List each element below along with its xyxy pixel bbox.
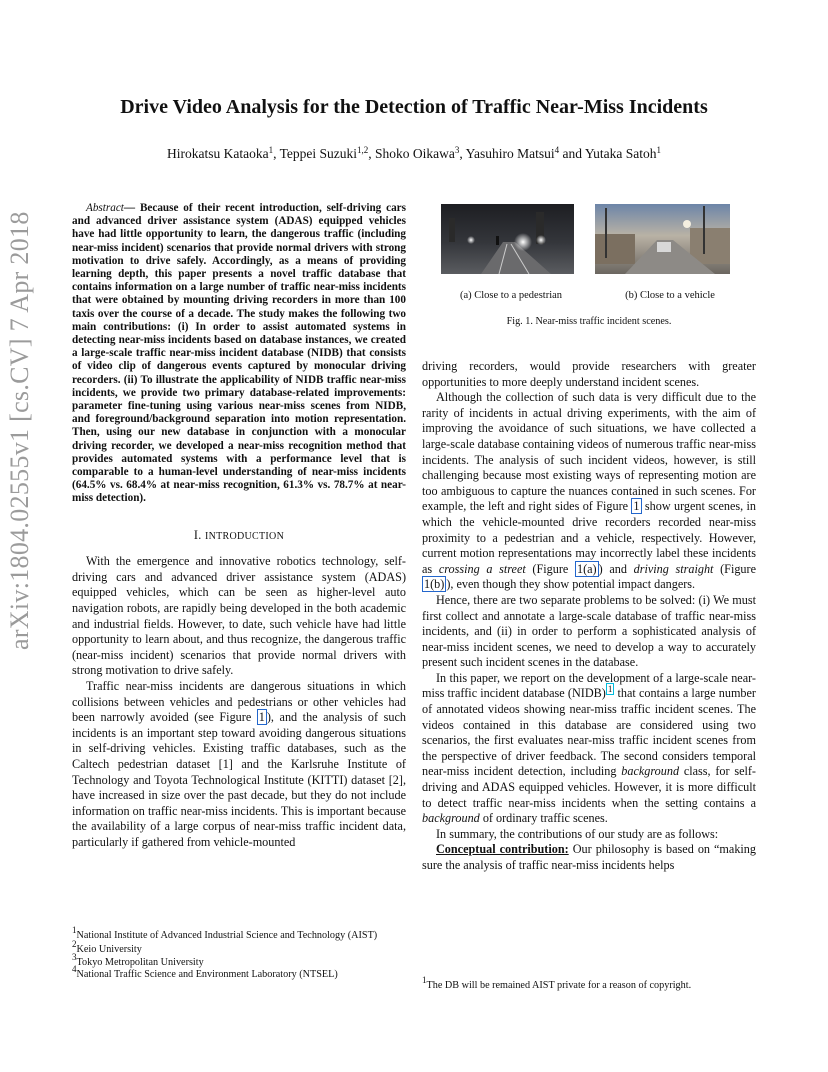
- left-column: [72, 202, 406, 851]
- intro-paragraph-2: [72, 679, 406, 851]
- text-run: In this paper, we report on the development of a large-scale near-miss traffic incident database (NIDB): [422, 670, 756, 701]
- footnotes-left: [72, 925, 406, 982]
- figure-ref-link[interactable]: 1: [633, 499, 640, 514]
- author-affiliation: 1: [656, 145, 662, 155]
- emphasis: crossing a street: [438, 561, 526, 576]
- figure-ref-link[interactable]: 1: [258, 710, 265, 725]
- footnote: [72, 964, 406, 981]
- text-run: ), and the analysis of such incidents is an important step toward avoiding dangerous situations in self-driving vehicles. Existing traffic databases, such as the Caltech pedestrian dataset [1] and the Karlsruhe Institute of Technology and Toyota Technological Institute (KITTI) dataset [2], have increased in size over the past decade, but they do not include information on traffic near-miss incidents. This is important because the availability of a large corpus of near-miss traffic incident data, particularly if gathered from vehicle-mounted: [72, 710, 406, 849]
- author-affiliation: 4: [554, 145, 560, 155]
- abstract-text: Because of their recent introduction, self-driving cars and advanced driver assistance system (ADAS) equipped vehicles have had little opportunity to learn, the dangerous traffic (including near-miss incident) scenarios that provide normal drivers with strong motivation to drive safely. Accordingly, as a means of providing learning depth, this paper presents a novel traffic database that contains information on a large number of traffic near-miss incidents that were obtained by mounting driving recorders in more than 100 taxis over the course of a decade. The study makes the following two main contributions: (i) In order to assist automated systems in detecting near-miss incidents based on database instances, we created a large-scale traffic near-miss incident database (NIDB) that consists of video clip of dangerous events captured by monocular driving recorders. (ii) To illustrate the applicability of NIDB traffic near-miss incidents, we provide two primary database-related improvements: parameter fine-tuning using various near-miss scenes from NIDB, and foreground/background separation into motion representation. Then, using our new database in conjunction with a monocular driving recorder, we developed a near-miss recognition method that provides automated systems with a performance level that is comparable to a human-level understanding of near-miss incidents (64.5% vs. 68.4% at near-miss recognition, 61.3% vs. 78.7% at near-miss detection).: [72, 202, 406, 505]
- author-list: Hirokatsu Kataoka$^1$, Teppei Suzuki$^{1,2}$, Shoko Oikawa$^3$, Yasuhiro Matsui$^4$ and Yutaka Satoh$^1$: [166, 145, 662, 161]
- author: Teppei Suzuki: [279, 146, 357, 161]
- text-run: show urgent scenes, in which the vehicle-mounted drive recorders recorded near-miss proximity to a pedestrian and a vehicle, respectively. However, current motion representations may incorrectly label these incidents as: [422, 499, 756, 576]
- figure-ref-link[interactable]: 1(a): [576, 561, 597, 576]
- footnote-text: The DB will be remained AIST private for a reason of copyright.: [426, 980, 692, 991]
- footnote: [72, 925, 406, 942]
- author-affiliation: 1: [268, 145, 274, 155]
- author-affiliation: 3: [454, 145, 460, 155]
- arxiv-stamp: arXiv:1804.02555v1 [cs.CV] 7 Apr 2018: [5, 211, 34, 650]
- figure-caption: Fig. 1. Near-miss traffic incident scenes.: [506, 316, 672, 327]
- footnote-text: Keio University: [76, 944, 142, 956]
- author: Yasuhiro Matsui: [465, 146, 555, 161]
- footnote: [72, 939, 406, 956]
- text-run: that contains a large number of annotated videos showing near-miss traffic incident scenes. The videos contained in this database are considered using two scenarios, the first evaluates near-miss traffic incident scenes from the perspective of driver feedback. The second considers temporal near-miss incident detection, including: [422, 686, 756, 779]
- contribution-label: Conceptual contribution:: [436, 842, 569, 857]
- paragraph: [422, 842, 756, 873]
- footnote-text: National Institute of Advanced Industrial Science and Technology (AIST): [76, 930, 378, 941]
- text-run: (Figure: [713, 561, 756, 576]
- footnote-text: Tokyo Metropolitan University: [76, 956, 204, 968]
- section-number: I.: [193, 527, 202, 542]
- paper-title: Drive Video Analysis for the Detection of Traffic Near-Miss Incidents: [120, 96, 708, 118]
- figure-image-vehicle: [595, 204, 730, 274]
- paragraph: Hence, there are two separate problems to be solved: (i) We must first collect and annotate a large-scale database of traffic near-miss incidents, and (ii) in order to perform a sophisticated analysis of near-miss incident scenes, we need to develop a way to accurately present such incident scenes in the database.: [422, 592, 756, 670]
- footnote-mark: 3: [72, 951, 77, 962]
- footnote-right: [422, 975, 756, 992]
- paragraph: [422, 390, 756, 593]
- emphasis: driving straight: [633, 561, 714, 576]
- section-heading: [72, 528, 406, 545]
- figure-ref-link[interactable]: 1(b): [424, 577, 445, 592]
- figure-subcaption-b: (b) Close to a vehicle: [625, 290, 715, 301]
- author: Hirokatsu Kataoka: [166, 146, 269, 161]
- intro-paragraph-1: With the emergence and innovative robotics technology, self-driving cars and advanced driver assistance system (ADAS) equipped vehicles, which can be seen as higher-level auto navigation robots, are rapidly being developed in the both academic and industrial fields. However, to date, such vehicle have had little opportunity to learn about, and thus recognize, the dangerous traffic (near-miss incident) scenarios that provide normal drivers with strong motivation to drive safely.: [72, 554, 406, 678]
- footnote-mark: 4: [72, 964, 77, 975]
- section-title: INTRODUCTION: [204, 530, 285, 542]
- text-run: Although the collection of such data is very difficult due to the rarity of incidents in actual driving experiments, with the aim of improving the avoidance of such situations, we have collected a large-scale database containing videos of numerous traffic near-miss incidents. The analysis of such incident videos, however, is still challenging because most existing ways of representing motion are too ambiguous to capture the nuances contained in such scenes. For example, the left and right sides of Figure: [422, 390, 757, 514]
- paragraph: In summary, the contributions of our study are as follows:: [436, 826, 719, 841]
- emphasis: background: [621, 764, 680, 779]
- text-run: Our philosophy is based on “making sure the analysis of traffic near-miss incidents helps: [422, 842, 756, 872]
- text-run: of ordinary traffic scenes.: [479, 811, 608, 826]
- footnote-text: National Traffic Science and Environment Laboratory (NTSEL): [76, 969, 338, 981]
- text-run: Traffic near-miss incidents are dangerous situations in which collisions between vehicles and pedestrians or other vehicles had been narrowly avoided (see Figure: [72, 679, 406, 725]
- emphasis: background: [422, 811, 480, 826]
- author-affiliation: 1,2: [357, 145, 369, 155]
- figure-subcaption-a: (a) Close to a pedestrian: [459, 290, 563, 301]
- abstract: Abstract— Because of their recent introduction, self-driving cars and advanced driver assistance system (ADAS) equipped vehicles have had little opportunity to learn, the dangerous traffic (including near-miss incident) scenarios that provide normal drivers with strong motivation to drive safely. Accordingly, as a means of providing learning depth, this paper presents a novel traffic database that contains information on a large number of traffic near-miss incidents that were obtained by mounting driving recorders in more than 100 taxis over the course of a decade. The study makes the following two main contributions: (i) In order to assist automated systems in detecting near-miss incidents based on database instances, we created a large-scale traffic near-miss incident database (NIDB) that consists of video clip of dangerous events captured by monocular driving recorders. (ii) To illustrate the applicability of NIDB traffic near-miss incidents, we provide two primary database-related improvements: parameter fine-tuning using various near-miss scenes from NIDB, and foreground/background separation into motion representation. Then, using our new database in conjunction with a monocular driving recorder, we developed a near-miss recognition method that provides automated systems with a performance level that is comparable to a human-level understanding of near-miss incidents (64.5% vs. 68.4% at near-miss recognition, 61.3% vs. 78.7% at near-miss detection).: [72, 202, 406, 505]
- footnote: [72, 951, 406, 969]
- author: Shoko Oikawa: [375, 146, 455, 161]
- footnote-mark: 1: [422, 975, 427, 985]
- figure-image-pedestrian: [441, 204, 574, 274]
- author: Yutaka Satoh: [584, 146, 657, 161]
- right-column: [422, 359, 756, 874]
- footnote-ref-link[interactable]: 1: [607, 684, 613, 695]
- paragraph: driving recorders, would provide researchers with greater opportunities to more deeply understand incident scenes.: [422, 359, 756, 389]
- text-run: class, for self-driving and ADAS equipped vehicles. However, it is more difficult to detect traffic near-miss incidents when the setting contains a: [422, 764, 756, 810]
- text-run: ) and: [598, 561, 634, 576]
- paragraph: [422, 671, 756, 827]
- text-run: (Figure: [525, 561, 575, 576]
- footnote-mark: 1: [72, 925, 77, 935]
- abstract-label: Abstract: [86, 202, 124, 214]
- text-run: ), even though they show potential impact dangers.: [446, 577, 696, 592]
- footnote-mark: 2: [72, 939, 77, 950]
